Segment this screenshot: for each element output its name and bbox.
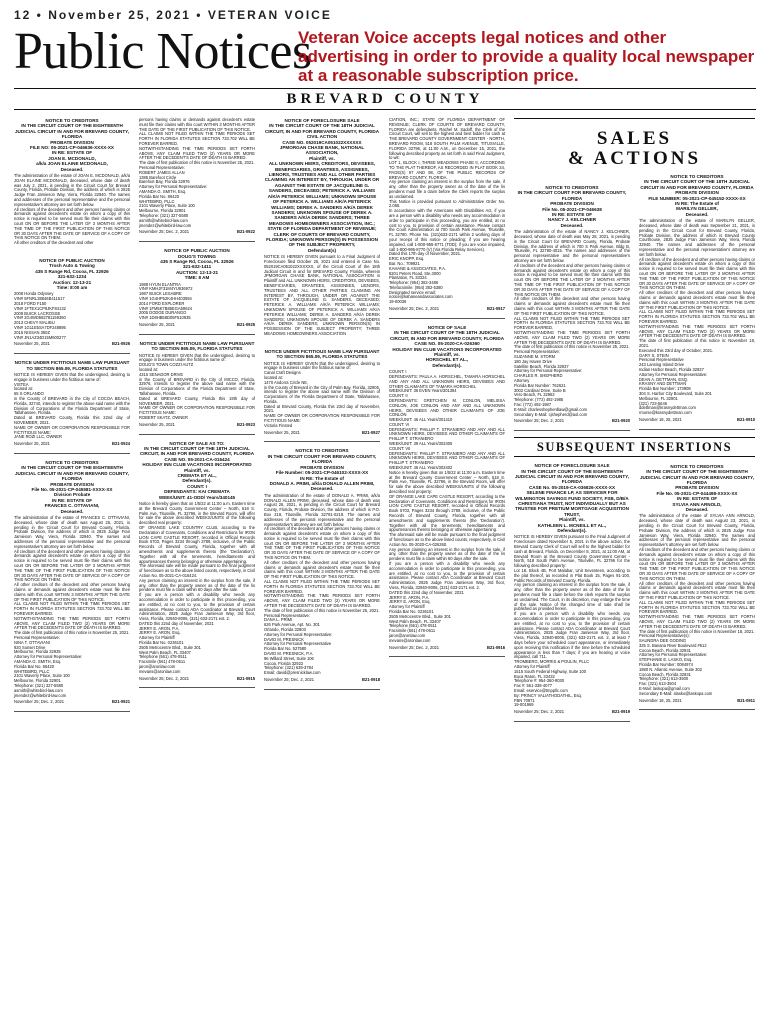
- notice-code: B21-0922: [237, 229, 255, 235]
- legal-notice: [264, 118, 380, 343]
- notice-code: B21-0916: [487, 644, 505, 650]
- notice-heading: NOTICE OF PUBLIC AUCTION DOUG'S TOWING 435 S Range Rd, Cocoa, FL 32926 321-632-1411 AUCTION: 12-13-21 TIME: 8 AM: [160, 248, 234, 281]
- notice-heading: NOTICE OF SALE IN THE CIRCUIT COURT OF THE 18TH JUDICIAL CIRCUIT, IN AND FOR BREVARD COUNTY, FLORIDA CASE NO. 05-2020-CA-026360 HOLIDAY INN CLUB VACATIONS INCORPORATED Plaintiff, vs. HORSCHEL ET AL., Defendant(s).: [389, 324, 505, 368]
- notice-heading: NOTICE UNDER FICTITIOUS NAME LAW PURSUANT TO SECTION 865.09, FLORIDA STATUTES: [14, 360, 131, 371]
- notice-date: November 25, 2021: [14, 341, 50, 347]
- notice-date: November 25, 2021: [14, 441, 50, 447]
- notice-body: The administration of the estate of DONALD A. PRIMI, a/k/a DONALD ALLEN PRIMI, deceased, whose date of death was August 26, 2021, is pending in the Circuit Court for Brevard County, Florida, Probate Division, the address of which is P.O. Box 219, Titusville, Florida 32781-0219. The names and addresses of the personal representative and the personal representative's attorney are set forth below. All creditors of the decedent and other persons having claims or demands against decedent's estate on whom a copy of this notice is required to be served must file their claims with this court ON OR BEFORE THE LATER OF 3 MONTHS AFTER THE TIME OF THE FIRST PUBLICATION OF THIS NOTICE OR 30 DAYS AFTER THE DATE OF SERVICE OF A COPY OF THIS NOTICE ON THEM. All other creditors of the decedent and other persons having claims or demands against decedent's estate must file their claims with this court WITHIN 3 MONTHS AFTER THE DATE OF THE FIRST PUBLICATION OF THIS NOTICE. ALL CLAIMS NOT FILED WITHIN THE TIME PERIODS SET FORTH IN FLORIDA STATUTES SECTION 733.702 WILL BE FOREVER BARRED. NOTWITHSTANDING THE TIME PERIODS SET FORTH ABOVE, ANY CLAIM FILED TWO (2) YEARS OR MORE AFTER THE DECEDENT'S DATE OF DEATH IS BARRED. The date of first publication of this notice is November 25, 2021. Personal Representative: DANA L. PRIMI 626 Park Avenue, Apt. No. 301 Orlando, Florida 32803 Attorney for Personal Representative: DAVID M. PRESNICK Attorney for Personal Representative Florida Bar No. 527580 DAVID M. PRESNICK, P.A. 96 Willard Street, Suite 106 Cocoa, Florida 32922 Telephone: (321) 639-3784 Email: david@presnicklaw.com: [264, 492, 380, 676]
- notice-footer: [639, 699, 755, 704]
- notice-footer: [389, 646, 505, 651]
- notice-heading: NOTICE TO CREDITORS IN THE CIRCUIT COURT OF THE EIGHTEENTH JUDICIAL CIRCUIT IN AND FOR BREVARD COUNTY, FLORIDA PROBATE DIVISION File No. 05-2021-CP-045581-XXXX-XX Division Probate IN RE: ESTATE OF FRANCES C. OTTAVIANI, Deceased.: [15, 459, 129, 514]
- notice-body: NOTICE IS HEREBY GIVEN that the undersigned, desiring to engage in business under the fictitious name of: DOUG'S TOWN COZZI AUTZ located at: 4315 SENADOR DRIVE in the County of BREVARD in the City of MICCO, Florida, 32976, intends to register the above said name with the Division of Corporations of the Florida Department of State, Tallahassee, Florida. Dated at BREVARD County, Florida this 19th day of NOVEMBER, 2021. NAME OF OWNER OR CORPORATION RESPONSIBLE FOR FICTITIOUS NAME: ROBERT SKATZ, OWNER: [139, 352, 255, 420]
- notice-date: November 18, 25, 2021: [639, 416, 682, 422]
- legal-notice: [14, 360, 130, 454]
- notice-body: The administration of the estate of MARILYN GELLER, deceased, whose date of death was September 21, 2021, is pending in the Circuit Court for Brevard County, Florida, Probate Division, the address of which is Brevard County Courthouse, 2825 Judge Fran Jamieson Way, Viera, Florida 32940. The names and addresses of the personal representative and the personal representative's attorney are set forth below. All creditors of the decedent and other persons having claims or demands against decedent's estate on whom a copy of this notice is required to be served must file their claims with this court ON OR BEFORE THE LATER OF 3 MONTHS AFTER THE TIME OF THE FIRST PUBLICATION OF THIS NOTICE OR 30 DAYS AFTER THE DATE OF SERVICE OF A COPY OF THIS NOTICE ON THEM. All other creditors of the decedent and other persons having claims or demands against decedent's estate must file their claims with this court WITHIN 3 MONTHS AFTER THE DATE OF THE FIRST PUBLICATION OF THIS NOTICE. ALL CLAIMS NOT FILED WITHIN THE TIME PERIODS SET FORTH IN FLORIDA STATUTES SECTION 733.702 WILL BE FOREVER BARRED. NOTWITHSTANDING THE TIME PERIODS SET FORTH ABOVE, ANY CLAIM FILED TWO (2) YEARS OR MORE AFTER THE DECEDENT'S DATE OF DEATH IS BARRED. The date of first publication of this notice is: November 18, 2021. Executed this 23rd day of October, 2021. GARY S. STEIN Personal Representative 243 Lansing Island Drive Indian Harbor Beach, Florida 32937 Attorney for Personal Representative: DEAN A. DETTMAN, ESQ. KRASNY AND DETTMAN Florida Bar Number: 173908 304 S. Harbor City Boulevard, Suite 201 Melbourne, FL 32901 (321) 723-5646 ddettman@krasnydettman.com rmorse@krasnydettman.com: [639, 218, 755, 416]
- notice-code: B21-0925: [237, 321, 255, 327]
- notice-heading: NOTICE UNDER FICTITIOUS NAME LAW PURSUANT TO SECTION 865.09, FLORIDA STATUTES: [264, 348, 381, 360]
- notice-footer: [639, 418, 755, 423]
- notice-date: November 25; Dec. 2, 2021: [514, 418, 565, 424]
- notice-body: The administration of the estate of JOAN E. MCDONALD, a/k/a JOAN ELAINE MCDONALD, deceased, whose date of death was July 2, 2021, is pending in the Circuit Court for Brevard County, Florida, Probate Division, the address of which is 2825 Judge Fran Jamieson Way, Viera, Florida 32940. The names and addresses of the personal representative and the personal representative's attorney are set forth below. All creditors of the decedent and other persons having claims or demands against decedent's estate on whom a copy of this notice is required to be served must file their claims with this court ON OR BEFORE THE LATER OF 3 MONTHS AFTER THE TIME OF THE FIRST PUBLICATION OF THIS NOTICE OR 30 DAYS AFTER THE DATE OF SERVICE OF A COPY OF THIS NOTICE ON THEM. All other creditors of the decedent and other: [14, 173, 130, 246]
- notice-date: November 25; Dec. 2, 2021: [389, 306, 440, 312]
- notice-date: November 25, 2021: [139, 321, 175, 327]
- notice-heading: NOTICE TO CREDITORS IN THE CIRCUIT COURT FOR BREVARD COUNTY, FLORIDA PROBATE DIVISION File Number: 05-2021-CP-046102-XXXX-XX IN RE: The Estate of DONALD A. PRIMI, a/k/a DONALD ALLEN PRIMI, Deceased.: [267, 448, 377, 492]
- legal-notice: [14, 460, 130, 712]
- notice-heading: NOTICE OF FORECLOSURE SALE IN THE CIRCUIT COURT OF THE 18TH JUDICIAL CIRCUIT, IN AND FOR BREVARD COUNTY, FLORIDA CIVIL ACTION CASE NO. 052019CA051022XXXXXX JPMORGAN CHASE BANK, NATIONAL ASSOCIATION, Plaintiff, vs. ALL UNKNOWN HEIRS, CREDITORS, DEVISEES, BENEFICIARIES, GRANTEES, ASSIGNEES, LIENORS, TRUSTEES AND ALL OTHER PARTIES CLAIMING AN INTEREST BY, THROUGH, UNDER OR AGAINST THE ESTATE OF JACQUELINE G. SANDERS, DECEASED; PETERICK A. WILLIAMS A/K/A PETERICK WILLIAMS; UNKNOWN SPOUSE OF PETERICK A. WILLIAMS A/K/A PETERICK WILLIAMS; DEREK A. SANDERS A/K/A DEREK SANDERS; UNKNOWN SPOUSE OF DEREK A. SANDERS A/K/A DEREK SANDERS; THREE MEADOWS HOMEOWNERS ASSOCIATION, INC.; STATE OF FLORIDA DEPARTMENT OF REVENUE; CLERK OF COURTS OF BREVARD COUNTY, FLORIDA; UNKNOWN PERSON(S) IN POSSESSION OF THE SUBJECT PROPERTY, Defendant(s): [264, 118, 380, 253]
- column-2: [139, 118, 255, 1014]
- notice-footer: [264, 431, 380, 436]
- legal-notice: [14, 258, 130, 354]
- column-6: [639, 118, 755, 1014]
- notice-code: B21-0917: [487, 306, 505, 312]
- sales-heading-line1: SALES: [596, 128, 673, 149]
- notice-date: November 25; Dec. 2, 2021: [139, 229, 190, 235]
- legal-notice: [639, 174, 755, 430]
- notice-date: November 25; Dec. 2, 2021: [514, 709, 565, 715]
- notice-body: CIATION, INC.; STATE OF FLORIDA DEPARTMENT OF REVENUE; CLERK OF COURTS OF BREVARD COUNTY, FLORIDA are defendants. Rachel M. Sadoff, the Clerk of the Circuit Court, will sell to the highest and best bidder for cash at THE BREVARD COUNTY GOVERNMENT CENTER - NORTH, BREVARD ROOM, 518 SOUTH PALM AVENUE, TITUSVILLE, FLORIDA 32796, at 11:00 A.M., on December 15, 2021, the following described property as set forth in said Final Judgment, to wit: LOT 1, BLOCK I, THREE MEADOWS PHASE II, ACCORDING TO THE PLAT THEREOF, AS RECORDED IN PLAT BOOK 34, PAGE(S) 97 AND 98, OF THE PUBLIC RECORDS OF BREVARD COUNTY, FLORIDA. Any person claiming an interest in the surplus from the sale, if any, other than the property owner as of the date of the lis pendens must file a claim before the Clerk reports the surplus as unclaimed. This Notice is provided pursuant to Administrative Order No. 2.065. In accordance with the Americans with Disabilities Act, if you are a person with a disability who needs any accommodation in order to participate in this proceeding, you are entitled, at no cost to you, to provision of certain assistance. Please contact the Court Administration at 700 South Park Avenue, Titusville, FL 32780. Phone No. (321)633-2171 within 2 working days of your receipt of this notice or pleading; if you are hearing impaired, call 1-800-955-8771 (TDD); if you are voice impaired, call 1-800-995-8770 (V) (Via Florida Relay Services). Dated this 17th day of November, 2021. ERIC KNOPP, Esq. Bar. No.: 709921 KAHANE & ASSOCIATES, P.A. 8201 Peters Road, Ste.3000 Plantation, FL 33324 Telephone: (954) 382-3486 Telefacsimile: (954) 382-5380 Designated service email: notice@kahaneandassociates.com 19-00036: [389, 117, 505, 305]
- notice-body: NOTICE IS HEREBY GIVEN that the undersigned, desiring to engage in business under the fictitious name of: VISTEA located at: 65 S ORLANDO in the County of BREVARD in the City of COCOA BEACH, Florida, 32740, intends to register the above said name with the Division of Corporations of the Florida Department of State, Tallahassee, Florida. Dated at BREVARD County, Florida this 22nd day of NOVEMBER, 2021. NAME OF OWNER OR CORPORATION RESPONSIBLE FOR FICTITIOUS NAME: JANE ROZI LLC, OWNER: [14, 372, 130, 440]
- notice-body: 1988 HYUN ELANTRA VIN# KMHJF31M4YU936972 1987 BUICK LESABRE VIN# 1G4HP52K4HH403594 2014 FORD EXPLORER VIN# 1FM5K7B85EGA59624 2005 DODGE DURANGO VIN# 1D8HB58D05F510935: [139, 281, 193, 321]
- notice-heading: NOTICE OF FORECLOSURE SALE IN THE CIRCUIT COURT OF THE EIGHTEENTH JUDICIAL CIRCUIT IN AND FOR BREVARD COUNTY, FLORIDA CASE No. 05-2019-CA-036826-XXXX-XX SELENE FINANCE LP, AS SERVICER FOR WILMINGTON SAVINGS FUND SOCIETY, FSB, D/B/A CHRISTIANA TRUST, NOT INDIVIDUALLY BUT AS TRUSTEE FOR PRETIUM MORTGAGE ACQUISITION TRUST, Plaintiff, vs. KATHLEEN L. MCNEILL ET AL., Defendant(s).: [515, 463, 629, 533]
- notice-code: B21-0923: [237, 421, 255, 427]
- notice-body: COUNT: I DEFENDANTS: PAULA A. HORSCHEL, TAMARA HORSCHEL AND ANY AND ALL UNKNOWN HEIRS, DEVISEES AND OTHER CLAIMANTS OF TAMARA HORSCHEL WEEK/UNIT: 36 EVEN Years/301384 COUNT: II DEFENDANTS: GRETCHEN M. CONLON, MELISSA CONLON, JOE CONLON AND ANY AND ALL UNKNOWN HEIRS, DEVISEES AND OTHER CLAIMANTS OF JOE CONLON WEEK/UNIT: 46 ALL Years/301410 COUNT: VI DEFENDANTS: PHILLIP T. STRANIERO AND ANY AND ALL UNKNOWN HEIRS, DEVISEES AND OTHER CLAIMANTS OF PHILLIP T. STRANIERO WEEK/UNIT: 39 ALL Years/302405 COUNT: VII DEFENDANTS: PHILLIP T. STRANIERO AND ANY AND ALL UNKNOWN HEIRS, DEVISEES AND OTHER CLAIMANTS OF PHILLIP T. STRANIERO WEEK/UNIT: 46 ALL Years/302402 Notice is hereby given that on 1/5/22 at 11:00 a.m. Eastern time at the Brevard County Government Center – North, 518 S. Palm Ave, Titusville, FL 32796, in the Brevard Room, will offer for sale the above described WEEKS/UNITS of the following described real property: OF ORANGE LAKE CAPE CASTLE RESORT, according to the Declaration of Covenants, Conditions and Restrictions for IRON LION CAPE CASTLE RESORT, recorded in Official Records Book 5703, Pages 3234 through 3789, inclusive, of the Public Records of Brevard County, Florida, together with all amendments and supplements thereto (the 'Declaration'). Together with all the tenements, hereditaments and appurtenances thereto belonging or otherwise appertaining. The aforesaid sale will be made pursuant to the final judgment of foreclosure as to the above listed counts, respectively, in Civil Action No. 05-2020-CA-026360. Any person claiming an interest in the surplus from the sale, if any, other than the property owner as of the date of the lis pendens must file a claim within 60 days after the sale. If you are a person with a disability who needs any accommodation in order to participate in this proceeding, you are entitled, at no cost to you, to the provision of certain assistance. Please contact ADA Coordinator at Brevard Court Administration, 2825 Judge Fran Jamieson Way, 3rd floor, Viera, Florida, 32940-8006, (321) 633-2171 ext. 2. DATED this 22nd day of November, 2021 JERRY E. ARON, P.A. JERRY E. ARON, Esq. Attorney for Plaintiff Florida Bar No. 0236101 2505 Metrocentre Blvd., Suite 301 West Palm Beach, FL 33407 Telephone (561) 478-0511 Facsimile (561) 478-0611 jaron@aronlaw.com mevans@aronlaw.com: [389, 369, 505, 643]
- legal-notice: [264, 448, 380, 689]
- notice-body: NOTICE IS HEREBY GIVEN pursuant to a Final Judgment of Foreclosure filed October 25, 2021 and entered in Case No. 052019CA051022XXXXXX, of the Circuit Court of the 18th Judicial Circuit in and for BREVARD County, Florida, wherein JPMORGAN CHASE BANK, NATIONAL ASSOCIATION is Plaintiff and ALL UNKNOWN HEIRS, CREDITORS, DEVISEES, BENEFICIARIES, GRANTEES, ASSIGNEES, LIENORS, TRUSTEES AND ALL OTHER PARTIES CLAIMING AN INTEREST BY, THROUGH, UNDER OR AGAINST THE ESTATE OF JACQUELINE G. SANDERS, DECEASED; PETERICK A. WILLIAMS A/K/A PETERICK WILLIAMS; UNKNOWN SPOUSE OF PETERICK A. WILLIAMS A/K/A PETERICK WILLIAMS; DEREK A. SANDERS A/K/A DEREK SANDERS; UNKNOWN SPOUSE OF DEREK A. SANDERS A/K/A DEREK SANDERS; UNKNOWN PERSON(S) IN POSSESSION OF THE SUBJECT PROPERTY; THREE MEADOWS HOMEOWNERS ASSOCIATION: [264, 254, 382, 336]
- notice-heading: NOTICE UNDER FICTITIOUS NAME LAW PURSUANT TO SECTION 865.09, FLORIDA STATUTES: [139, 340, 256, 352]
- notice-code: B21-0911: [737, 697, 755, 703]
- page-folio: 12 • November 25, 2021 • VETERAN VOICE: [14, 8, 332, 22]
- page-title: Public Notices: [14, 23, 312, 80]
- notice-code: B21-0920: [612, 418, 630, 424]
- notice-date: November 25; Dec. 2, 2021: [14, 699, 65, 705]
- subsequent-insertions-heading: SUBSEQUENT INSERTIONS: [514, 437, 755, 457]
- notice-code: B21-0921: [112, 699, 130, 705]
- notice-date: November 25, 2021: [139, 421, 175, 427]
- notice-heading: NOTICE OF SALE AS TO: IN THE CIRCUIT COURT OF THE 18TH JUDICIAL CIRCUIT, IN AND FOR BREVARD COUNTY, FLORIDA CASE NO. 05-2021-CA-016424 HOLIDAY INN CLUB VACATIONS INCORPORATED Plaintiff, vs. CREMATA ET AL., Defendant(s). COUNT: I DEFENDANTS: KAI CREMATA WEEK/UNIT: 41-ODD/ Years/340145: [139, 440, 255, 500]
- notice-footer: [139, 677, 255, 682]
- notice-footer: [14, 700, 130, 705]
- promo-text: Veteran Voice accepts legal notices and other advertising in order to provide a quality local newspaper at a reasonable subscription price.: [298, 28, 755, 85]
- notice-heading: NOTICE TO CREDITORS IN THE CIRCUIT COURT OF THE EIGHTEENTH JUDICIAL CIRCUIT IN AND FOR BREVARD COUNTY, FLORIDA PROBATE DIVISION File No. 05-2021-CP-044498-XXXX-XX IN RE: ESTATE OF SYLVIA ANN ARNOLD, Deceased.: [640, 463, 754, 512]
- legal-notice: [389, 325, 505, 657]
- notice-footer: [514, 419, 630, 424]
- notice-footer: [139, 423, 255, 428]
- notice-code: B21-0919: [612, 709, 630, 715]
- masthead: [0, 0, 770, 116]
- notice-date: November 25; Dec. 2, 2021: [389, 644, 440, 650]
- legal-notice: [139, 248, 255, 335]
- notice-code: B21-0915: [237, 675, 255, 681]
- notice-date: November 25; Dec. 2, 2021: [139, 675, 190, 681]
- column-4: [389, 118, 505, 1014]
- legal-notice: [139, 341, 255, 435]
- notice-body: persons having claims or demands against decedent's estate must file their claims with this court WITHIN 3 MONTHS AFTER THE DATE OF THE FIRST PUBLICATION OF THIS NOTICE. ALL CLAIMS NOT FILED WITHIN THE TIME PERIODS SET FORTH IN FLORIDA STATUTES SECTION 733.702 WILL BE FOREVER BARRED. NOTWITHSTANDING THE TIME PERIODS SET FORTH ABOVE, ANY CLAIM FILED TWO (2) YEARS OR MORE AFTER THE DECEDENT'S DATE OF DEATH IS BARRED. The date of first publication of this notice is November 25, 2021. Personal Representative: ROBERT JAMES ALLAN 1385 Barefoot Circle Barefoot Bay, Florida 32976 Attorney for Personal Representative: AMANDA G. SMITH, Esq. Florida Bar No. 86420 WHITEBIRD, PLLC 2101 Waverly Place, Suite 100 Melbourne, Florida 32901 Telephone: (321) 327-5580 asmith@whitebird-law.com jmendez@whitebird-law.com: [139, 117, 255, 228]
- sales-heading-line2: & ACTIONS: [567, 148, 702, 169]
- notice-footer: [14, 442, 130, 447]
- notice-body: NOTICE IS HEREBY GIVEN pursuant to the Final Judgment of Foreclosure dated November 5, 2021 in the above action, the Brevard County Clerk of Court will sell to the highest bidder for cash at Brevard, Florida, on December 8, 2021, at 11:00 AM, at Brevard Room at the Brevard County Government Center - North, 518 South Palm Avenue, Titusville, FL 32796 for the following described property: Lot 18, Block 4B, Port Malabar, Unit Seventeen, according to the plat thereof, as recorded in Plat Book 15, Pages 91-100, Public Records of Brevard County, Florida. Any person claiming an interest in the surplus from the sale, if any, other than the property owner as of the date of the lis pendens must file a claim before the clerk reports the surplus as unclaimed. The Court, in its discretion, may enlarge the time of the sale. Notice of the changed time of sale shall be published as provided herein. If you are a person with a disability who needs any accommodation in order to participate in this proceeding, you are entitled, at no cost to you, to the provision of certain assistance. Please contact ADA Coordinator at Brevard Court Administration, 2825 Judge Fran Jamieson Way, 3rd floor, Viera, Florida, 32940-8006, (321) 633-2171 ext. 2, at least 7 days before your scheduled court appearance, or immediately upon receiving this notification if the time before the scheduled appearance is less than 7 days; if you are hearing or voice impaired, call 711. TROMBERG, MORRIS & POULIN, PLLC Attorney for Plaintiff 1515 South Federal Highway, Suite 100 Boca Raton, FL 33432 Telephone #: 954-360-9030 Fax #: 561-338-4077 Email: eservice@tmppllc.com By: PRINCY VALIATHODATHIL, Esq. FBN 70971 19-001969: [514, 534, 630, 708]
- notice-code: B21-0927: [362, 429, 380, 435]
- notice-body: Notice is hereby given that on 1/5/22 at 11:00 a.m. Eastern time at the Brevard County Government Center – North, 518 S. Palm Ave, Titusville, FL 32796, in the Brevard Room, will offer for sale the above described WEEKS/UNITS of the following described real property: OF ORANGE LAKE COUNTRY CLUB, according to the Declaration of Covenants, Conditions and Restrictions for IRON LION CAPE CASTLE RESORT, recorded in Official Records Book 5703, Pages 3234 through 3789, inclusive, of the Public Records of Brevard County, Florida, together with all amendments and supplements thereto (the 'Declaration'). Together with all the tenements, hereditaments and appurtenances thereto belonging or otherwise appertaining. The aforesaid sale will be made pursuant to the final judgment of foreclosure as to the above listed counts, respectively, in Civil Action No. 05-2021-CA-016424. Any person claiming an interest in the surplus from the sale, if any, other than the property owner as of the date of the lis pendens must file a claim within 60 days after the sale. If you are a person with a disability who needs any accommodation in order to participate in this proceeding, you are entitled, at no cost to you, to the provision of certain assistance. Please contact ADA Coordinator at Brevard Court Administration, 2825 Judge Fran Jamieson Way, 3rd floor, Viera, Florida, 32940-8006, (321) 633-2171 ext. 2. DATED this 22nd day of November, 2021 JERRY E. ARON, P.A. JERRY E. ARON, Esq. Attorney for Plaintiff Florida Bar No. 0236101 2505 Metrocentre Blvd., Suite 301 West Palm Beach, FL 33407 Telephone (561) 478-0511 Facsimile (561) 478-0611 jaron@aronlaw.com mevans@aronlaw.com: [139, 500, 255, 674]
- legal-notice: [514, 185, 630, 431]
- notice-heading: NOTICE TO CREDITORS IN THE CIRCUIT COURT OF THE EIGHTEENTH JUDICIAL CIRCUIT IN AND FOR BREVARD COUNTY, FLORIDA PROBATE DIVISION FILE NO: 05-2021-CP-046636-XXXX-XX IN RE: ESTATE OF JOAN E. MCDONALD, a/k/a JOAN ELAINE MCDONALD, Deceased.: [15, 118, 129, 172]
- notice-body: The administration of the estate of NANCY J. KELCHNER, deceased, whose date of death was May 28, 2021, is pending in the Circuit Court for BREVARD County, Florida, Probate Division, the address of which is 700 S Park Avenue, Bldg B, Titusville, FL 32780-4015. The names and addresses of the personal representative and the personal representative's attorney are set forth below. All creditors of the decedent and other persons having claims or demands against decedent's estate on whom a copy of this notice is required to be served must file their claims with this court ON OR BEFORE THE LATER OF 3 MONTHS AFTER THE TIME OF THE FIRST PUBLICATION OF THIS NOTICE OR 30 DAYS AFTER THE DATE OF SERVICE OF A COPY OF THIS NOTICE ON THEM. All other creditors of the decedent and other persons having claims or demands against decedent's estate must file their claims with this court WITHIN 3 MONTHS AFTER THE DATE OF THE FIRST PUBLICATION OF THIS NOTICE. ALL CLAIMS NOT FILED WITHIN THE TIME PERIODS SET FORTH IN FLORIDA STATUTES SECTION 733.702 WILL BE FOREVER BARRED. NOTWITHSTANDING THE TIME PERIODS SET FORTH ABOVE, ANY CLAIM FILED TWO (2) YEARS OR MORE AFTER THE DECEDENT'S DATE OF DEATH IS BARRED. The date of first publication of this notice is November 25, 2021. Personal Representative: SUZANNE M. STORM 180 Jay Haven Drive Satellite Beach, Florida 32937 Attorney for Personal Representative: CHARLES R. SHEPHERD Attorney Florida Bar Number: 762621 3002 Cardinal Drive, Suite B Vero Beach, FL 32963 Telephone: (772) 492-1985 Fax: (772) 492-1987 E-Mail: charlesshepherdlaw@gmail.com Secondary E-Mail: cjshepherd@aol.com: [514, 229, 630, 417]
- notice-body: 2008 Honda Odyssey VIN# 5FNRL38846B411517 2018 FORD F150 VIN# 1FTEX1CP8JKF84132 2008 BUICK LACROSSE VIN# 2G4WD582781159360 2013 CHEVY MALIBU VIN# 1G11E5SA7DF248895 2015 NISSAN 350Z VIN# JN1AZ34D15M600277: [14, 291, 66, 340]
- notices-grid: [14, 118, 756, 1014]
- legal-notice: [264, 349, 380, 443]
- notice-date: November 25; Dec. 2, 2021: [264, 677, 315, 682]
- column-1: [14, 118, 130, 1014]
- notice-footer: [514, 710, 630, 715]
- legal-notice: [514, 463, 630, 722]
- notice-footer: [139, 323, 255, 328]
- notice-body: NOTICE IS HEREBY GIVEN that the undersigned, desiring to engage in business under the fictitious name of: Canal Craft Designs located at: 1470 Andorra Circle NE, in the County of Brevard in the City of Palm Bay, Florida, 32905, intends to register the above said name with the Division of Corporations of the Florida Department of State, Tallahassee, Florida. Dated at Brevard County, Florida this 23rd day of November, 2021. NAME OF OWNER OR CORPORATION RESPONSIBLE FOR FICTITIOUS NAME: Victoria Finsted: [264, 360, 380, 428]
- legal-notice: [139, 441, 255, 689]
- county-banner: BREVARD COUNTY: [14, 88, 756, 110]
- notice-date: November 25, 2021: [264, 429, 300, 435]
- notice-heading: NOTICE OF PUBLIC AUCTION Trosh Auto & Towing 435 S Range Rd, Cocoa, FL 32926 321-632-1234 Auction: 12-13-21 Time: 8:00 am: [35, 258, 109, 291]
- legal-notice: [139, 118, 255, 242]
- notice-body: The administration of the estate of SYLVIA ANN ARNOLD, deceased, whose date of death was August 23, 2021, is pending in the Circuit Court for Brevard County, Florida, Probate Division, the address of which is 2825 Judge Fran Jamieson Way, Viera, Florida 32940. The names and addresses of the personal representative and the personal representative's attorney are set forth below. All creditors of the decedent and other persons having claims or demands against decedent's estate on whom a copy of this notice is required to be served must file their claims with this court ON OR BEFORE THE LATER OF 3 MONTHS AFTER THE TIME OF THE FIRST PUBLICATION OF THIS NOTICE OR 30 DAYS AFTER THE DATE OF SERVICE OF A COPY OF THIS NOTICE ON THEM. All other creditors of the decedent and other persons having claims or demands against decedent's estate must file their claims with this court WITHIN 3 MONTHS AFTER THE DATE OF THE FIRST PUBLICATION OF THIS NOTICE. ALL CLAIMS NOT FILED WITHIN THE TIME PERIODS SET FORTH IN FLORIDA STATUTES SECTION 733.702 WILL BE FOREVER BARRED. NOTWITHSTANDING THE TIME PERIODS SET FORTH ABOVE, ANY CLAIM FILED TWO (2) YEARS OR MORE AFTER THE DECEDENT'S DATE OF DEATH IS BARRED. The date of first publication of this notice is November 18, 2021. Personal Representative(s): SAUNDRA DEE GODING 325 S. Banana River Boulevard #512 Cocoa Beach, Florida 32931 Attorney for Personal Representative: STEPHANIE E. LASKO, Esq. Florida Bar Number: 0084974 1980 N. Atlantic Avenue, Suite 302 Cocoa Beach, Florida 32931 Telephone: (321) 613-3500 Fax: (321) 613-3504 E-Mail: laskopa@gmail.com Secondary E-Mail: slasko@laskopa.com: [639, 513, 755, 696]
- notice-code: B21-0918: [362, 677, 380, 682]
- notice-body: The administration of the estate of FRANCES C. OTTAVIANI, deceased, whose date of death was August 25, 2021, is pending in the Circuit Court for Brevard County, Florida, Probate Division, the address of which is 2825 Judge Fran Jamieson Way, Viera, Florida 32940. The names and addresses of the personal representative and the personal representative's attorney are set forth below. All creditors of the decedent and other persons having claims or demands against decedent's estate on whom a copy of this notice is required to be served must file their claims with this court ON OR BEFORE THE LATER OF 3 MONTHS AFTER THE TIME OF THE FIRST PUBLICATION OF THIS NOTICE OR 30 DAYS AFTER THE DATE OF SERVICE OF A COPY OF THIS NOTICE ON THEM. All other creditors of the decedent and other persons having claims or demands against decedent's estate must file their claims with this court WITHIN 3 MONTHS AFTER THE DATE OF THE FIRST PUBLICATION OF THIS NOTICE. ALL CLAIMS NOT FILED WITHIN THE TIME PERIODS SET FORTH IN FLORIDA STATUTES SECTION 733.702 WILL BE FOREVER BARRED. NOTWITHSTANDING THE TIME PERIODS SET FORTH ABOVE, ANY CLAIM FILED TWO (2) YEARS OR MORE AFTER THE DECEDENT'S DATE OF DEATH IS BARRED. The date of first publication of this notice is November 25, 2021. Personal Representative: NINA T. OTTAVIANI 920 Sunset Drive Melbourne, Florida 32935 Attorney for Personal Representative: AMANDA G. SMITH, Esq. Florida Bar No. 86420 WHITEBIRD, PLLC 2101 Waverly Place, Suite 100 Melbourne, Florida 32901 Telephone: (321) 327-5580 asmith@whitebird-law.com jmendez@whitebird-law.com: [14, 515, 130, 698]
- legal-notice: [639, 464, 755, 711]
- notice-code: B21-0926: [112, 341, 130, 347]
- notice-heading: NOTICE TO CREDITORS IN THE CIRCUIT COURT FOR BREVARD COUNTY, FLORIDA PROBATE DIVISION File No. 05-2021-CP-046638 IN RE: ESTATE OF NANCY J. KELCHNER Deceased.: [517, 185, 627, 228]
- notice-date: November 18, 25, 2021: [639, 697, 682, 703]
- column-3: [264, 118, 380, 1014]
- notice-code: B21-0910: [737, 416, 755, 422]
- notice-footer: [264, 678, 380, 683]
- notice-code: B21-0924: [112, 441, 130, 447]
- notice-footer: [14, 342, 130, 347]
- legal-notice: [14, 118, 130, 252]
- notice-heading: NOTICE TO CREDITORS IN THE CIRCUIT COURT OF THE 18TH JUDICIAL CIRCUIT IN AND FOR BREVARD COUNTY, FLORIDA PROBATE DIVISION FILE NUMBER: 05-2021-CP-045152-XXXX-XX IN RE: The Estate of MARILYN GELLER, Deceased.: [640, 174, 754, 217]
- notice-footer: [389, 307, 505, 312]
- notice-footer: [139, 230, 255, 235]
- legal-notice: [389, 118, 505, 319]
